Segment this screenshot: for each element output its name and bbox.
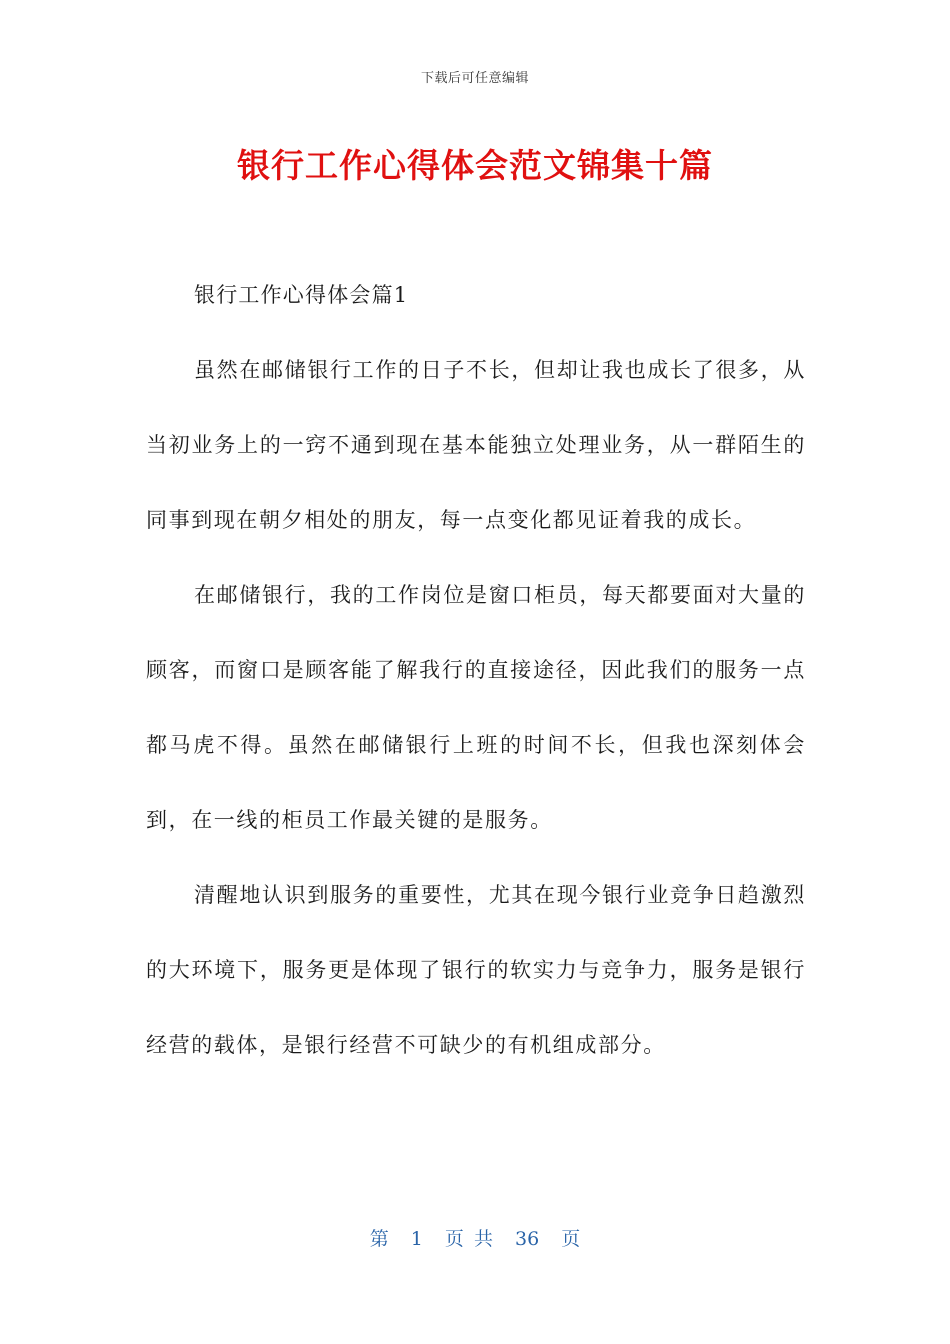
paragraph-1: 虽然在邮储银行工作的日子不长，但却让我也成长了很多，从当初业务上的一窍不通到现在基本能独立处理业务，从一群陌生的同事到现在朝夕相处的朋友，每一点变化都见证着我的成长。 xyxy=(146,358,806,532)
paragraph-2: 在邮储银行，我的工作岗位是窗口柜员，每天都要面对大量的顾客，而窗口是顾客能了解我行的直接途径，因此我们的服务一点都马虎不得。虽然在邮储银行上班的时间不长，但我也深刻体会到，在一线的柜员工作最关键的是服务。 xyxy=(146,583,806,832)
footer-prefix: 第 xyxy=(369,1228,389,1250)
header-note: 下载后可任意编辑 xyxy=(420,71,529,86)
document-title: 银行工作心得体会范文锦集十篇 xyxy=(237,146,713,185)
footer-suffix: 页 xyxy=(561,1228,581,1250)
page-footer xyxy=(0,1224,950,1251)
footer-page-number: 1 xyxy=(410,1228,423,1250)
section-heading: 银行工作心得体会篇1 xyxy=(194,283,409,307)
footer-total-pages: 36 xyxy=(515,1228,540,1250)
document-body xyxy=(146,258,806,1083)
footer-middle: 页 共 xyxy=(444,1228,493,1250)
paragraph-3: 清醒地认识到服务的重要性，尤其在现今银行业竞争日趋激烈的大环境下，服务更是体现了银行的软实力与竞争力，服务是银行经营的载体，是银行经营不可缺少的有机组成部分。 xyxy=(146,883,806,1057)
